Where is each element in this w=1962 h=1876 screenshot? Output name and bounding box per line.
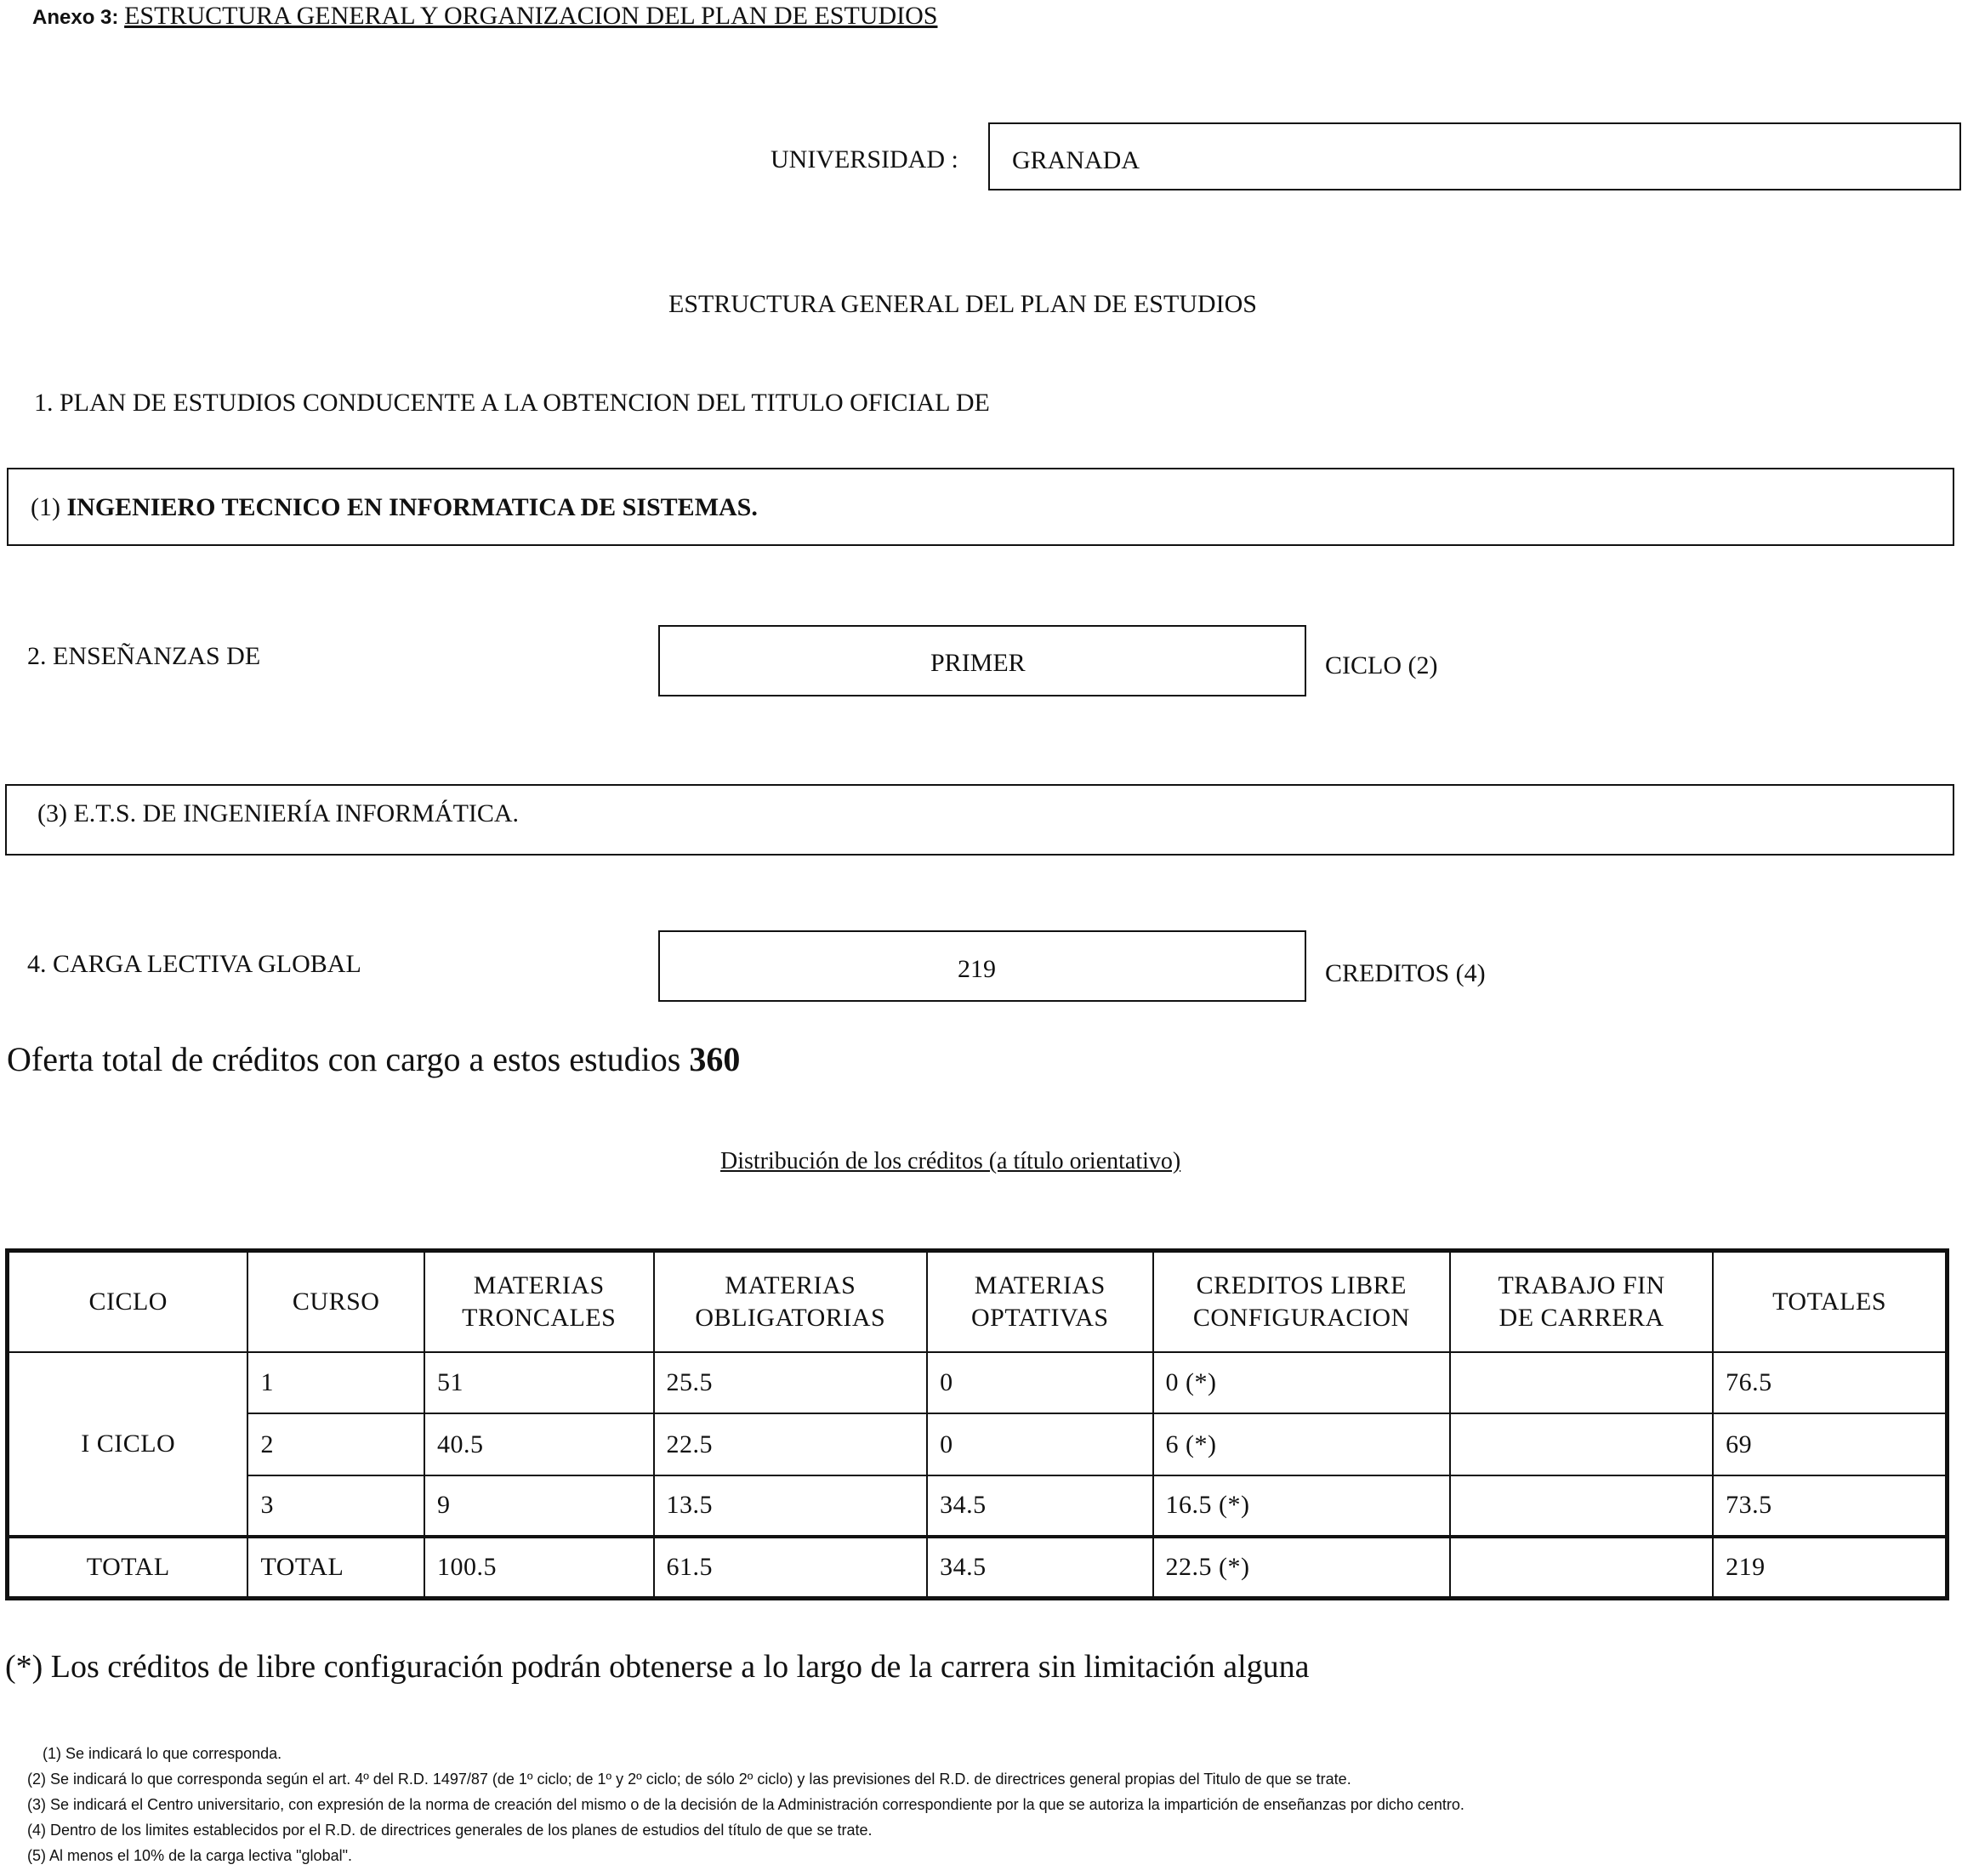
item1-note-ref: (1) [31, 493, 60, 521]
ciclo-cell: I CICLO [8, 1352, 248, 1537]
col-header-troncales: MATERIAS TRONCALES [424, 1251, 654, 1352]
item2-value: PRIMER [930, 649, 1026, 677]
troncales-cell: 9 [424, 1475, 654, 1537]
credit-distribution-table [5, 1248, 1949, 1600]
col-header-trabajo: TRABAJO FIN DE CARRERA [1450, 1251, 1713, 1352]
annex-header [32, 2, 937, 31]
obligatorias-cell: 13.5 [654, 1475, 928, 1537]
table-total-row [8, 1537, 1948, 1598]
optativas-cell: 34.5 [927, 1475, 1152, 1537]
item3-value: (3) E.T.S. DE INGENIERÍA INFORMÁTICA. [37, 799, 520, 827]
item3-field [5, 784, 1954, 856]
col-header-optativas: MATERIAS OPTATIVAS [927, 1251, 1152, 1352]
optativas-cell: 0 [927, 1352, 1152, 1413]
col-header-obligatorias: MATERIAS OBLIGATORIAS [654, 1251, 928, 1352]
totales-cell: 73.5 [1713, 1475, 1947, 1537]
trabajo-cell [1450, 1475, 1713, 1537]
curso-cell: 3 [247, 1475, 424, 1537]
troncales-cell: 51 [424, 1352, 654, 1413]
table-row [8, 1352, 1948, 1413]
libre-cell: 6 (*) [1153, 1413, 1451, 1475]
item1-value [31, 493, 758, 522]
totales-cell: 76.5 [1713, 1352, 1947, 1413]
total-ciclo-cell: TOTAL [8, 1537, 248, 1598]
item4-value: 219 [958, 955, 996, 983]
footnote-1: (1) Se indicará lo que corresponda. [43, 1745, 282, 1762]
table-row [8, 1413, 1948, 1475]
university-field [988, 122, 1961, 190]
total-troncales-cell: 100.5 [424, 1537, 654, 1598]
item2-suffix: CICLO (2) [1325, 651, 1438, 679]
total-optativas-cell: 34.5 [927, 1537, 1152, 1598]
libre-cell: 0 (*) [1153, 1352, 1451, 1413]
item2-field [658, 625, 1306, 696]
annex-title: ESTRUCTURA GENERAL Y ORGANIZACION DEL PLAN DE ESTUDIOS [124, 2, 938, 30]
col-header-curso: CURSO [247, 1251, 424, 1352]
annex-label: Anexo 3: [32, 6, 119, 29]
totales-cell: 69 [1713, 1413, 1947, 1475]
obligatorias-cell: 22.5 [654, 1413, 928, 1475]
trabajo-cell [1450, 1352, 1713, 1413]
obligatorias-cell: 25.5 [654, 1352, 928, 1413]
university-value: GRANADA [1012, 146, 1140, 174]
col-header-totales: TOTALES [1713, 1251, 1947, 1352]
troncales-cell: 40.5 [424, 1413, 654, 1475]
item2-label: 2. ENSEÑANZAS DE [27, 642, 261, 670]
curso-cell: 2 [247, 1413, 424, 1475]
item1-label: 1. PLAN DE ESTUDIOS CONDUCENTE A LA OBTENCION DEL TITULO OFICIAL DE [34, 389, 990, 417]
section-title: ESTRUCTURA GENERAL DEL PLAN DE ESTUDIOS [668, 290, 1257, 318]
item4-suffix: CREDITOS (4) [1325, 959, 1486, 987]
university-label: UNIVERSIDAD : [771, 145, 958, 173]
item1-field [7, 468, 1954, 546]
footnote-3: (3) Se indicará el Centro universitario, con expresión de la norma de creación del mismo o de la decisión de la Administración correspondiente por la que se autoriza la impartición de enseñanzas por dicho centro. [27, 1796, 1464, 1813]
table-row [8, 1475, 1948, 1537]
total-libre-cell: 22.5 (*) [1153, 1537, 1451, 1598]
item4-field [658, 930, 1306, 1002]
distribution-title: Distribución de los créditos (a título orientativo) [720, 1148, 1181, 1174]
credit-offer-value: 360 [689, 1040, 741, 1078]
optativas-cell: 0 [927, 1413, 1152, 1475]
credit-offer-text: Oferta total de créditos con cargo a estos estudios [7, 1040, 681, 1078]
footnote-5: (5) Al menos el 10% de la carga lectiva "global". [27, 1847, 352, 1864]
total-curso-cell: TOTAL [247, 1537, 424, 1598]
col-header-libre: CREDITOS LIBRE CONFIGURACION [1153, 1251, 1451, 1352]
footnote-4: (4) Dentro de los limites establecidos por el R.D. de directrices generales de los planes de estudios del título de que se trate. [27, 1822, 873, 1839]
table-header-row [8, 1251, 1948, 1352]
col-header-ciclo: CICLO [8, 1251, 248, 1352]
trabajo-cell [1450, 1413, 1713, 1475]
credit-offer [7, 1039, 740, 1079]
free-credits-note: (*) Los créditos de libre configuración podrán obtenerse a lo largo de la carrera sin limitación alguna [5, 1649, 1310, 1685]
curso-cell: 1 [247, 1352, 424, 1413]
libre-cell: 16.5 (*) [1153, 1475, 1451, 1537]
total-obligatorias-cell: 61.5 [654, 1537, 928, 1598]
item1-title: INGENIERO TECNICO EN INFORMATICA DE SISTEMAS. [66, 493, 758, 521]
total-trabajo-cell [1450, 1537, 1713, 1598]
footnote-2: (2) Se indicará lo que corresponda según el art. 4º del R.D. 1497/87 (de 1º ciclo; de 1º y 2º ciclo; de sólo 2º ciclo) y las previsiones del R.D. de directrices general propias del Titulo de que se trate. [27, 1771, 1351, 1788]
total-totales-cell: 219 [1713, 1537, 1947, 1598]
item4-label: 4. CARGA LECTIVA GLOBAL [27, 950, 361, 978]
